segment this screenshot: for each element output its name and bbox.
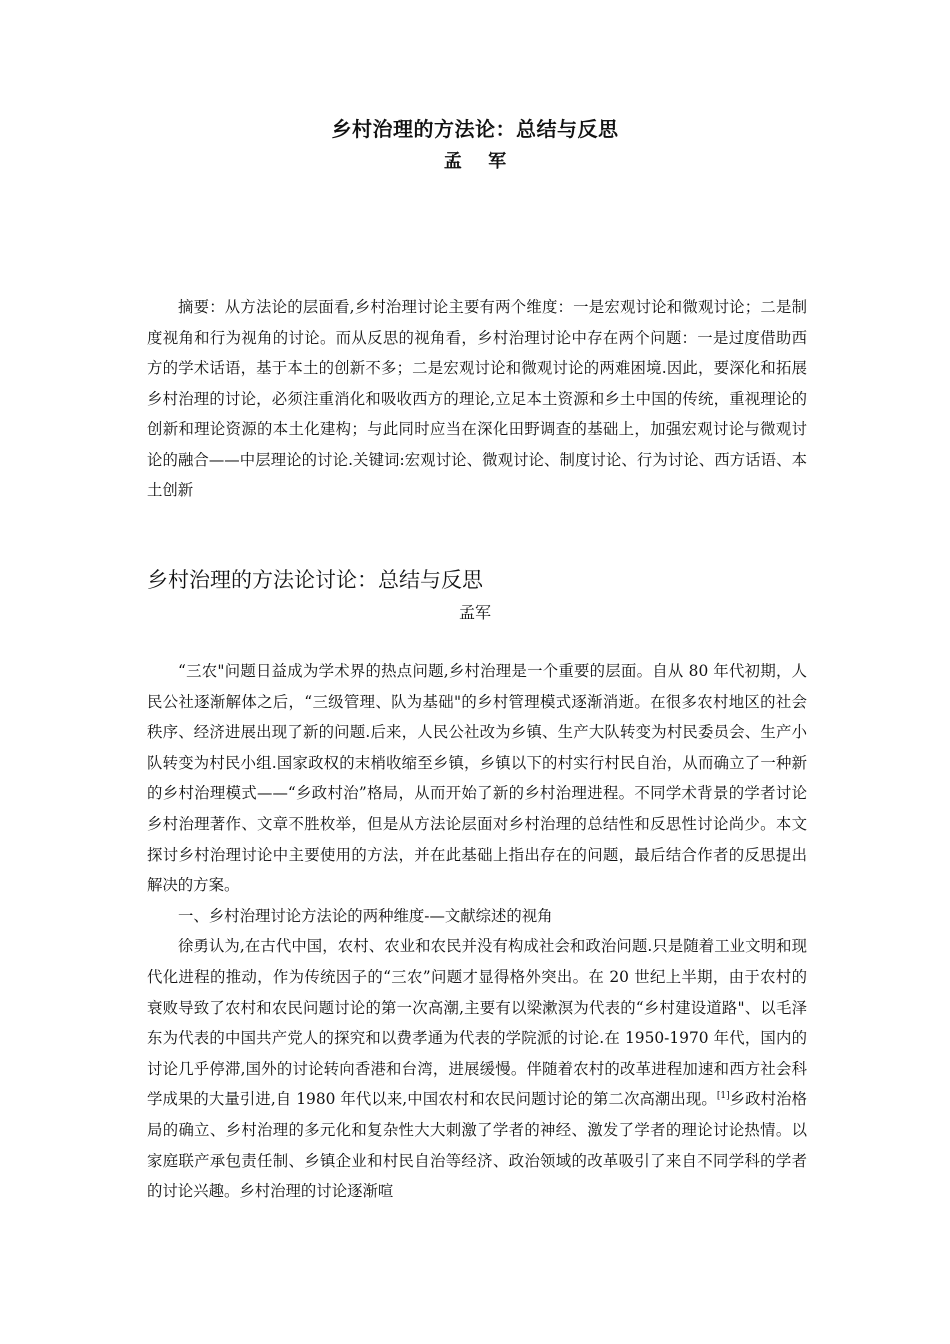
body-heading-section-one: 一、乡村治理讨论方法论的两种维度-—文献综述的视角 <box>178 906 553 925</box>
section-title: 乡村治理的方法论讨论：总结与反思 <box>147 568 483 592</box>
paper-title: 乡村治理的方法论：总结与反思 <box>331 117 619 141</box>
body-paragraph-intro: “三农"问题日益成为学术界的热点问题,乡村治理是一个重要的层面。自从 80 年代初期，人民公社逐渐解体之后，“三级管理、队为基础"的乡村管理模式逐渐消逝。在很多农村地区的社会秩序、经济进展出现了新的问题.后来，人民公社改为乡镇、生产大队转变为村民委员会、生产小队转变为村民小组.国家政权的末梢收缩至乡镇，乡镇以下的村实行村民自治，从而确立了一种新的乡村治理模式——“乡政村治”格局，从而开始了新的乡村治理进程。不同学术背景的学者讨论乡村治理著作、文章不胜枚举，但是从方法论层面对乡村治理的总结性和反思性讨论尚少。本文探讨乡村治理讨论中主要使用的方法，并在此基础上指出存在的问题，最后结合作者的反思提出解决的方案。 <box>147 662 807 895</box>
abstract-paragraph: 摘要：从方法论的层面看,乡村治理讨论主要有两个维度：一是宏观讨论和微观讨论；二是制度视角和行为视角的讨论。而从反思的视角看，乡村治理讨论中存在两个问题：一是过度借助西方的学术话语，基于本土的创新不多；二是宏观讨论和微观讨论的两难困境.因此，要深化和拓展乡村治理的讨论，必须注重消化和吸收西方的理论,立足本土资源和乡土中国的传统，重视理论的创新和理论资源的本土化建构；与此同时应当在深化田野调查的基础上，加强宏观讨论与微观讨论的融合——中层理论的讨论.关键词:宏观讨论、微观讨论、制度讨论、行为讨论、西方话语、本土创新 <box>147 298 807 499</box>
body-paragraph-literature <box>147 931 807 1206</box>
section-author: 孟军 <box>458 603 491 622</box>
paragraph-text-before-citation: 徐勇认为,在古代中国，农村、农业和农民并没有构成社会和政治问题.只是随着工业文明和现代化进程的推动，作为传统因子的“三农”问题才显得格外突出。在 20 世纪上半期，由于农村的衰败导致了农村和农民问题讨论的第一次高潮,主要有以梁漱溟为代表的“乡村建设道路"、以毛泽东为代表的中国共产党人的探究和以费孝通为代表的学院派的讨论.在 1950-1970 年代，国内的讨论几乎停滞,国外的讨论转向香港和台湾，进展缓慢。伴随着农村的改革进程加速和西方社会科学成果的大量引进,自 1980 年代以来,中国农村和农民问题讨论的第二次高潮出现。 <box>147 937 807 1109</box>
paper-author: 孟 军 <box>443 151 517 172</box>
body-text <box>147 656 807 1207</box>
paragraph-text-after-citation: 乡政村治格局的确立、乡村治理的多元化和复杂性大大刺激了学者的神经、激发了学者的理论讨论热情。以家庭联产承包责任制、乡镇企业和村民自治等经济、政治领域的改革吸引了来自不同学科的学者的讨论兴趣。乡村治理的讨论逐渐喧 <box>147 1090 807 1201</box>
citation-marker[interactable]: [1] <box>716 1091 730 1102</box>
